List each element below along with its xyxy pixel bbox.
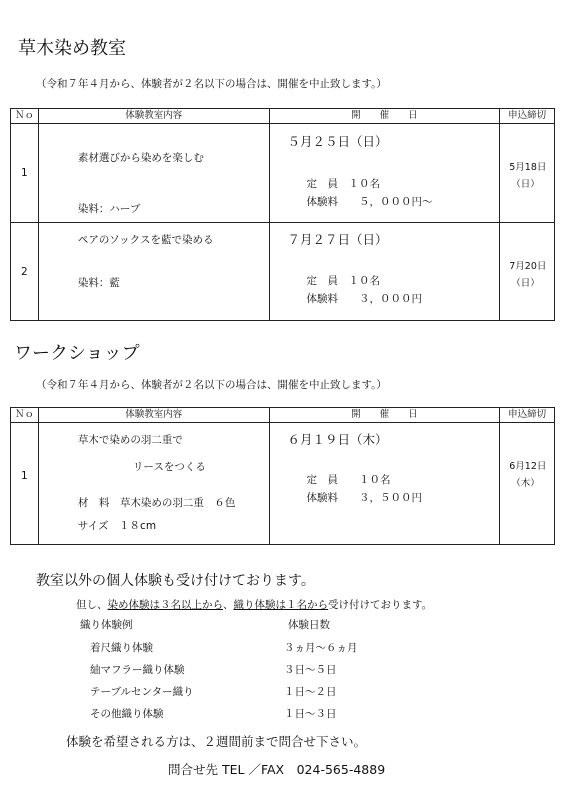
event-date: ６月１９日（木） [287,432,388,447]
notice: （令和７年４月から、体験者が２名以下の場合は、開催を中止致します。） [36,78,387,90]
deadline-day: （木） [511,478,540,489]
deadline-date: 6月12日 [509,461,547,472]
material: 材 料 草木染めの羽二重 ６色 [77,497,236,509]
condition-post: 受け付けております。 [328,599,433,611]
table-row [11,223,555,321]
row-no: 1 [21,167,28,179]
workshop-title-line2: リースをつくる [132,461,206,473]
fee: 体験料 ３，０００円 [306,293,423,305]
class-title: ペアのソックスを藍で染める [77,234,214,246]
dye-label: 染料：ハーブ [77,203,141,215]
deadline-date: 7月20日 [509,261,547,272]
request-note: 体験を希望される方は、２週間前まで問合せ下さい。 [66,734,367,749]
contact-info: 問合せ先 TEL ／FAX 024-565-4889 [168,762,386,777]
weave-item-name: 着尺織り体験 [90,642,153,654]
page-title: 草木染め教室 [18,38,126,59]
class-table [10,108,555,321]
deadline-date: 5月18日 [509,162,547,173]
weave-item-days: １日～３日 [284,708,337,720]
weave-item-name: 紬マフラー織り体験 [90,664,185,676]
event-date: ５月２５日（日） [287,134,388,149]
capacity: 定 員 １０名 [306,474,391,486]
row-no: 2 [21,266,28,278]
header-deadline: 申込締切 [500,109,555,124]
header-deadline: 申込締切 [500,408,555,423]
condition-weave: 織り体験は１名から [233,599,328,611]
col-days: 体験日数 [288,619,330,631]
capacity: 定 員 １０名 [306,178,381,190]
header-content: 体験教室内容 [38,408,269,423]
workshop-table [10,407,555,545]
header-date: 開 催 日 [269,109,500,124]
col-example: 織り体験例 [80,619,133,631]
workshop-title: ワークショップ [14,343,140,364]
event-date: ７月２７日（日） [287,232,388,247]
condition-dye: 染め体験は３名以上から [107,599,223,611]
workshop-notice: （令和７年４月から、体験者が２名以下の場合は、開催を中止致します。） [36,379,387,391]
condition-pre: 但し、 [76,599,108,611]
deadline-day: （日） [511,278,540,289]
table-header [11,109,555,124]
individual-heading: 教室以外の個人体験も受け付けております。 [36,573,315,589]
capacity: 定 員 １０名 [306,275,381,287]
workshop-title-line1: 草木で染めの羽二重で [77,434,183,446]
table-header [11,408,555,423]
table-row [11,423,555,545]
header-content: 体験教室内容 [38,109,269,124]
weave-item-days: ３日～５日 [284,664,337,676]
deadline-day: （日） [511,179,540,190]
table-row [11,124,555,223]
weave-item-days: １日～２日 [284,686,337,698]
individual-condition [76,597,432,612]
header-date: 開 催 日 [269,408,500,423]
fee: 体験料 ３，５００円 [306,492,423,504]
header-no: Ｎｏ [11,109,39,124]
row-no: 1 [21,470,28,482]
fee: 体験料 ５，０００円～ [306,196,433,208]
weave-item-name: その他織り体験 [90,708,164,720]
condition-mid: 、 [223,599,234,611]
class-title: 素材選びから染めを楽しむ [77,152,204,164]
weave-item-days: ３ヵ月～６ヵ月 [284,642,358,654]
header-no: Ｎｏ [11,408,39,423]
weave-item-name: テーブルセンター織り [90,686,194,698]
dye-label: 染料：藍 [77,277,120,289]
size: サイズ １８cm [77,520,157,532]
